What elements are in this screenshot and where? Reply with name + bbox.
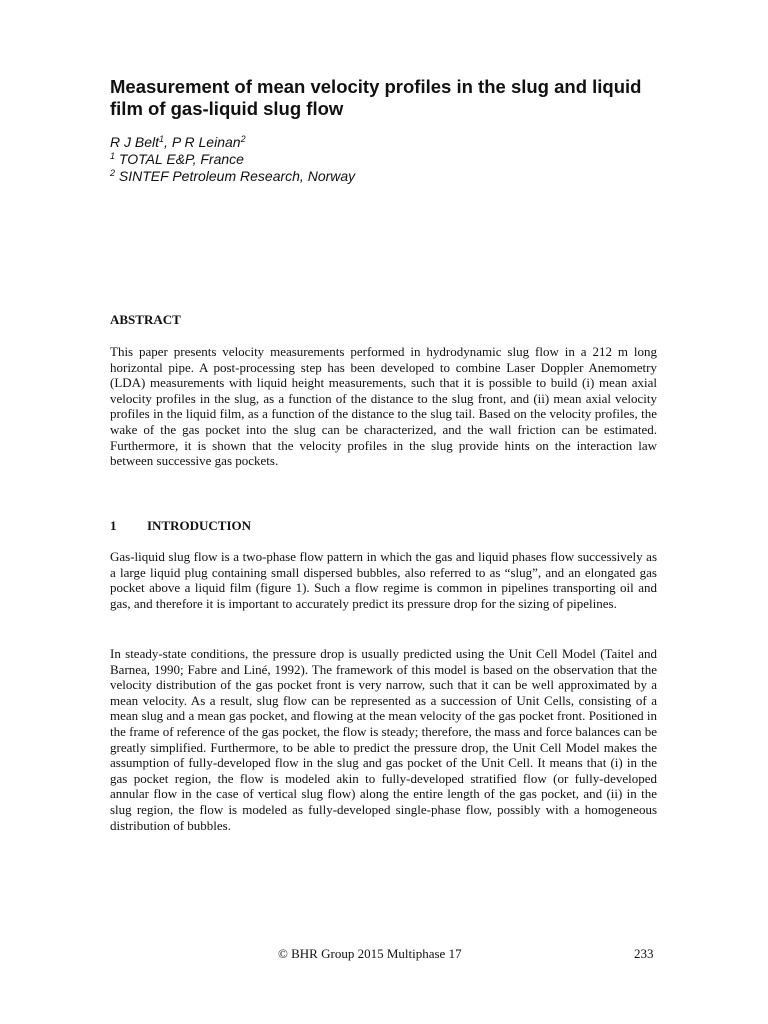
author-affiliation-marker: 2 — [240, 134, 246, 144]
affiliation-marker: 2 — [110, 168, 116, 178]
affiliation-text: TOTAL E&P, France — [115, 151, 244, 167]
abstract-paragraph: This paper presents velocity measurements performed in hydrodynamic slug flow in a 212 m long horizontal pipe. A post-processing step has been developed to combine Laser Doppler Anemometry (LDA) measurements with liquid height measurements, such that it is possible to build (i) mean axial velocity profiles in the slug, as a function of the distance to the slug front, and (ii) mean axial velocity profiles in the liquid film, as a function of the distance to the slug tail. Based on the velocity profiles, the wake of the gas pocket into the slug can be characterized, and the wall friction can be estimated. Furthermore, it is shown that the velocity profiles in the slug provide hints on the interaction law between successive gas pockets. — [110, 344, 657, 469]
section-title: INTRODUCTION — [147, 518, 252, 533]
footer-copyright: © BHR Group 2015 Multiphase 17 — [278, 946, 462, 961]
page-number: 233 — [634, 946, 654, 961]
affiliation-line — [110, 168, 670, 185]
affiliation-line — [110, 151, 670, 168]
abstract-heading: ABSTRACT — [110, 312, 181, 327]
author-affiliation-marker: 1 — [159, 134, 165, 144]
body-paragraph: Gas-liquid slug flow is a two-phase flow pattern in which the gas and liquid phases flow successively as a large liquid plug containing small dispersed bubbles, also referred to as “slug”, and an elongated gas pocket above a liquid film (figure 1). Such a flow regime is common in pipelines transporting oil and gas, and therefore it is important to accurately predict its pressure drop for the sizing of pipelines. — [110, 549, 657, 611]
author-block — [110, 134, 670, 185]
affiliation-text: SINTEF Petroleum Research, Norway — [115, 168, 356, 184]
author-separator: , — [164, 134, 172, 150]
body-paragraph: In steady-state conditions, the pressure drop is usually predicted using the Unit Cell Model (Taitel and Barnea, 1990; Fabre and Liné, 1992). The framework of this model is based on the observation that the velocity distribution of the gas pocket front is very narrow, such that it can be well approximated by a mean velocity. As a result, slug flow can be represented as a succession of Unit Cells, consisting of a mean slug and a mean gas pocket, and flowing at the mean velocity of the gas pocket front. Positioned in the frame of reference of the gas pocket, the flow is steady; therefore, the mass and force balances can be greatly simplified. Furthermore, to be able to predict the pressure drop, the Unit Cell Model makes the assumption of fully-developed flow in the slug and gas pocket of the Unit Cell. It means that (i) in the gas pocket region, the flow is modeled akin to fully-developed stratified flow (or fully-developed annular flow in the case of vertical slug flow) along the entire length of the gas pocket, and (ii) in the slug region, the flow is modeled as fully-developed single-phase flow, possibly with a homogeneous distribution of bubbles. — [110, 646, 657, 833]
section-number: 1 — [110, 518, 117, 533]
introduction-heading — [110, 518, 251, 534]
author-line — [110, 134, 670, 151]
author-name: R J Belt — [110, 134, 160, 150]
affiliation-marker: 1 — [110, 151, 116, 161]
author-name: P R Leinan — [171, 134, 241, 150]
paper-title: Measurement of mean velocity profiles in the slug and liquid film of gas-liquid slug flow — [110, 76, 642, 119]
